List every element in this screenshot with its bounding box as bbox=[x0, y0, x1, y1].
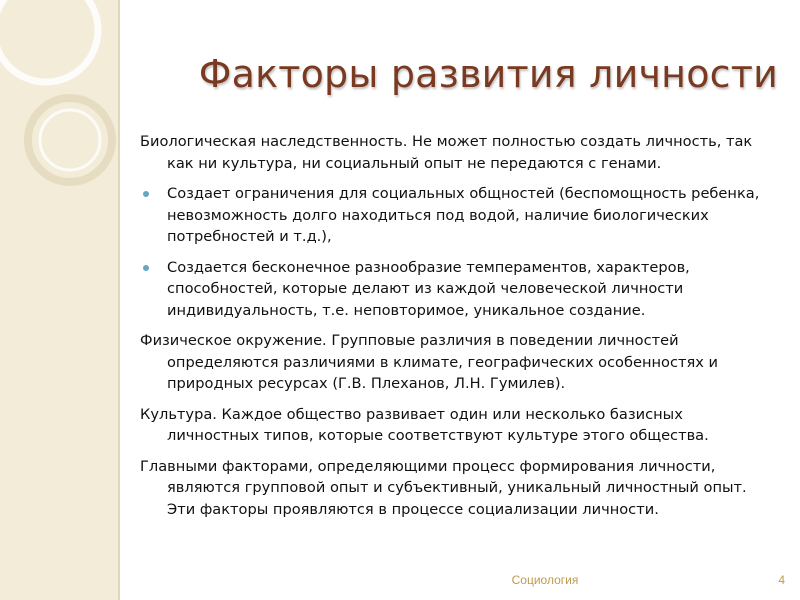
slide-title: Факторы развития личности bbox=[198, 52, 778, 96]
bullet-icon bbox=[143, 265, 149, 271]
bullet-text: Создает ограничения для социальных общностей (беспомощность ребенка, невозможность долго находиться под водой, наличие биологических потребностей и т.д.), bbox=[167, 185, 760, 245]
paragraph-heredity: Биологическая наследственность. Не может полностью создать личность, так как ни культура, ни социальный опыт не передаются с генами. bbox=[140, 133, 753, 172]
bullet-icon bbox=[143, 191, 149, 197]
bullet-text: Создается бесконечное разнообразие темпераментов, характеров, способностей, которые делают из каждой человеческой личности индивидуальность, т.е. неповторимое, уникальное создание. bbox=[167, 258, 690, 319]
bullet-item bbox=[140, 257, 776, 322]
page-number: 4 bbox=[778, 573, 785, 587]
bullet-item bbox=[140, 183, 776, 248]
decorative-circles-icon bbox=[0, 0, 130, 220]
paragraph-main-factors: Главными факторами, определяющими процесс формирования личности, являются групповой опыт и субъективный, уникальный личностный опыт. Эти факторы проявляются в процессе социализации личности. bbox=[140, 457, 747, 518]
paragraph-physical-environment: Физическое окружение. Групповые различия в поведении личностей определяются различиями в климате, географических особенностях и природных ресурсах (Г.В. Плеханов, Л.Н. Гумилев). bbox=[140, 332, 719, 392]
footer-subject: Социология bbox=[511, 573, 579, 587]
paragraph-culture: Культура. Каждое общество развивает один или несколько базисных личностных типов, которые соответствуют культуре этого общества. bbox=[140, 405, 709, 444]
slide-content bbox=[140, 131, 776, 529]
